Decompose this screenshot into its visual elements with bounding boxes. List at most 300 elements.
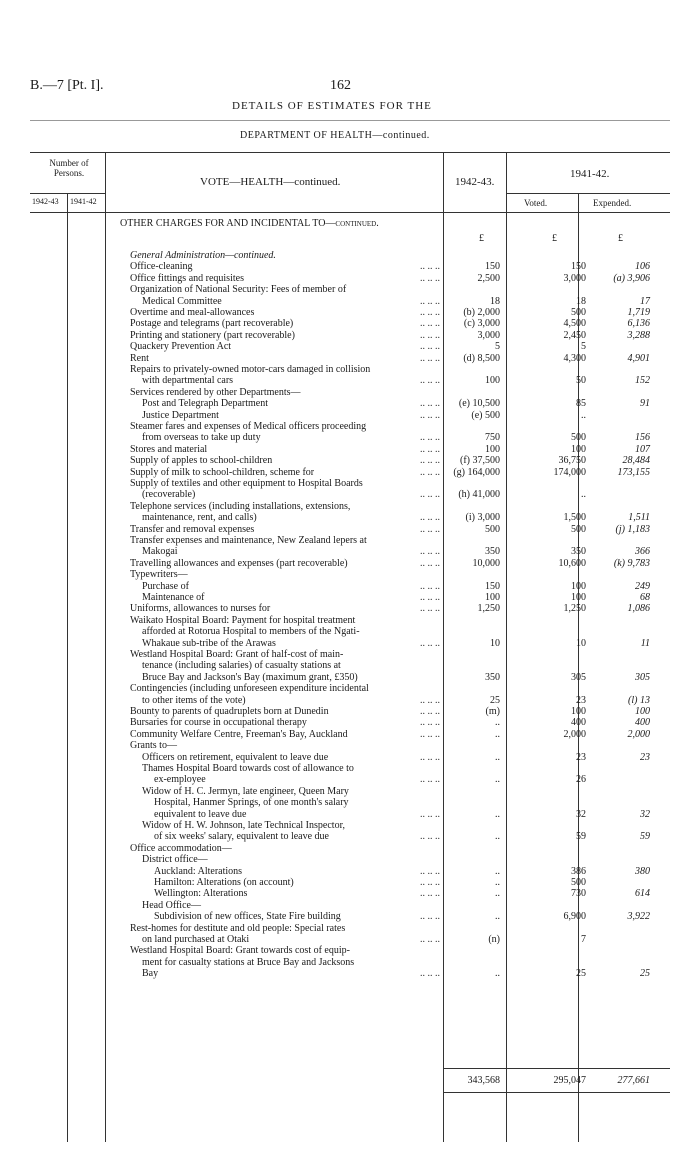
amount-expended: 173,155 — [617, 466, 650, 478]
amount-voted: 59 — [576, 831, 586, 843]
table-row — [0, 250, 700, 261]
amount-voted: 174,000 — [553, 466, 586, 478]
row-description: Office-cleaning — [130, 261, 193, 273]
leader-dots: .. .. .. — [420, 728, 440, 740]
table-row — [0, 968, 700, 979]
table-row — [0, 945, 700, 956]
total-expended: 277,661 — [617, 1075, 650, 1086]
amount-1942-43: (e) 10,500 — [458, 398, 500, 410]
table-row — [0, 524, 700, 535]
amount-voted: 10 — [576, 637, 586, 649]
table-row — [0, 717, 700, 728]
leader-dots: .. .. .. — [420, 911, 440, 923]
amount-1942-43: 150 — [485, 261, 500, 273]
table-row — [0, 364, 700, 375]
leader-dots: .. .. .. — [420, 375, 440, 387]
row-description: with departmental cars — [142, 375, 234, 387]
amount-1942-43: (h) 41,000 — [458, 489, 500, 501]
table-row — [0, 797, 700, 808]
table-row — [0, 296, 700, 307]
row-description: Hamilton: Alterations (on account) — [154, 877, 294, 888]
row-description: Repairs to privately-owned motor-cars damaged in collision — [130, 364, 371, 375]
amount-1942-43: 18 — [490, 295, 500, 307]
table-row — [0, 923, 700, 934]
row-description: Uniforms, allowances to nurses for — [130, 603, 271, 615]
row-description: Overtime and meal-allowances — [130, 307, 255, 318]
row-description: Rent — [130, 352, 149, 364]
table-row — [0, 854, 700, 865]
leader-dots: .. .. .. — [420, 751, 440, 763]
table-row — [0, 695, 700, 706]
amount-voted: 32 — [576, 808, 586, 820]
table-row — [0, 831, 700, 842]
table-row — [0, 672, 700, 683]
amount-voted: 100 — [571, 443, 586, 455]
amount-expended: 156 — [635, 432, 650, 444]
amount-voted: 350 — [571, 546, 586, 558]
leader-dots: .. .. .. — [420, 489, 440, 501]
amount-expended: 2,000 — [627, 728, 650, 740]
amount-1942-43: .. — [495, 911, 500, 923]
table-row — [0, 626, 700, 637]
amount-expended: 305 — [635, 671, 650, 683]
leader-dots: .. .. .. — [420, 865, 440, 877]
totals-rule — [443, 1068, 670, 1069]
table-row — [0, 353, 700, 364]
row-description: ex-employee — [154, 774, 206, 786]
amount-1942-43: 100 — [485, 592, 500, 603]
col-1941-subheader-rule — [506, 193, 670, 194]
leader-dots: .. .. .. — [420, 443, 440, 455]
row-description: Travelling allowances and expenses (part recoverable) — [130, 557, 348, 569]
row-description: Maintenance of — [142, 592, 205, 603]
row-description: Wellington: Alterations — [154, 888, 248, 900]
table-row — [0, 774, 700, 785]
amount-voted: 150 — [571, 261, 586, 273]
totals-bottom-rule — [443, 1092, 670, 1093]
amount-1942-43: .. — [495, 877, 500, 888]
table-row — [0, 398, 700, 409]
row-description: of six weeks' salary, equivalent to leave due — [154, 831, 329, 843]
amount-expended: 3,288 — [627, 329, 650, 341]
table-row — [0, 489, 700, 500]
amount-1942-43: 500 — [485, 523, 500, 535]
page-ref: B.—7 [Pt. I]. — [30, 78, 104, 93]
table-row — [0, 660, 700, 671]
amount-expended: (j) 1,183 — [615, 523, 650, 535]
amount-expended: 1,719 — [627, 307, 650, 318]
amount-voted: 100 — [571, 580, 586, 592]
row-description: Services rendered by other Departments— — [130, 386, 301, 398]
row-description: Post and Telegraph Department — [142, 398, 269, 410]
leader-dots: .. .. .. — [420, 968, 440, 980]
table-row — [0, 683, 700, 694]
leader-dots: .. .. .. — [420, 637, 440, 649]
table-row — [0, 866, 700, 877]
col-1941-header: 1941-42. — [570, 168, 610, 180]
amount-1942-43: (i) 3,000 — [465, 512, 500, 524]
amount-voted: 2,000 — [563, 728, 586, 740]
amount-voted: .. — [581, 409, 586, 421]
row-description: Westland Hospital Board: Grant of half-cost of main- — [130, 649, 344, 660]
amount-voted: 36,750 — [558, 455, 586, 467]
table-row — [0, 375, 700, 386]
leader-dots: .. .. .. — [420, 774, 440, 786]
table-row — [0, 546, 700, 557]
table-row — [0, 603, 700, 614]
table-row — [0, 900, 700, 911]
amount-expended: (l) 13 — [628, 694, 650, 706]
amount-expended: 91 — [640, 398, 650, 410]
amount-1942-43: (d) 8,500 — [463, 352, 500, 364]
amount-voted: 500 — [571, 432, 586, 444]
amount-1942-43: 750 — [485, 432, 500, 444]
row-description: Bounty to parents of quadruplets born at Dunedin — [130, 706, 329, 717]
row-description: Head Office— — [142, 899, 201, 911]
table-row — [0, 638, 700, 649]
amount-voted: 500 — [571, 523, 586, 535]
leader-dots: .. .. .. — [420, 603, 440, 615]
total-1942: 343,568 — [467, 1075, 500, 1086]
table-row — [0, 261, 700, 272]
leader-dots: .. .. .. — [420, 557, 440, 569]
row-description: Medical Committee — [142, 295, 222, 307]
table-row — [0, 888, 700, 899]
row-description: General Administration—continued. — [130, 250, 276, 261]
amount-1942-43: .. — [495, 968, 500, 980]
vote-title: VOTE—HEALTH—continued. — [200, 176, 341, 188]
row-description: Widow of H. W. Johnson, late Technical Inspector, — [142, 820, 345, 831]
row-description: Office fittings and requisites — [130, 272, 244, 284]
amount-expended: 3,922 — [627, 911, 650, 923]
amount-1942-43: (b) 2,000 — [463, 307, 500, 318]
persons-header: Number of Persons. — [49, 158, 89, 178]
section-heading: OTHER CHARGES FOR AND INCIDENTAL TO—continued. — [120, 218, 379, 229]
amount-1942-43: (f) 37,500 — [460, 455, 500, 467]
row-description: Purchase of — [142, 580, 189, 592]
row-description: Steamer fares and expenses of Medical officers proceeding — [130, 421, 367, 432]
table-top-rule — [30, 152, 670, 153]
leader-dots: .. .. .. — [420, 466, 440, 478]
amount-voted: 1,250 — [563, 603, 586, 615]
row-description: Rest-homes for destitute and old people: Special rates — [130, 922, 346, 934]
row-description: Community Welfare Centre, Freeman's Bay, Auckland — [130, 728, 348, 740]
row-description: ment for casualty stations at Bruce Bay and Jacksons — [142, 956, 355, 968]
amount-voted: 7 — [581, 934, 586, 945]
amount-expended: 106 — [635, 261, 650, 273]
amount-1942-43: (c) 3,000 — [463, 318, 500, 330]
amount-expended: 152 — [635, 375, 650, 387]
amount-expended: 1,086 — [627, 603, 650, 615]
row-description: Bruce Bay and Jackson's Bay (maximum grant, £350) — [142, 671, 358, 683]
table-row — [0, 273, 700, 284]
amount-expended: 6,136 — [627, 318, 650, 330]
leader-dots: .. .. .. — [420, 272, 440, 284]
amount-1942-43: (e) 500 — [471, 409, 500, 421]
table-row — [0, 820, 700, 831]
table-row — [0, 318, 700, 329]
row-description: maintenance, rent, and calls) — [142, 512, 257, 524]
amount-voted: 386 — [571, 865, 586, 877]
amount-voted: 305 — [571, 671, 586, 683]
row-description: Subdivision of new offices, State Fire building — [154, 911, 341, 923]
page-subtitle: DEPARTMENT OF HEALTH—continued. — [240, 130, 430, 141]
amount-voted: 4,300 — [563, 352, 586, 364]
amount-1942-43: .. — [495, 717, 500, 729]
amount-1942-43: 100 — [485, 443, 500, 455]
amount-expended: 380 — [635, 865, 650, 877]
leader-dots: .. .. .. — [420, 455, 440, 467]
leader-dots: .. .. .. — [420, 318, 440, 330]
row-description: to other items of the vote) — [142, 694, 246, 706]
table-row — [0, 615, 700, 626]
amount-voted: 50 — [576, 375, 586, 387]
amount-voted: .. — [581, 489, 586, 501]
amount-expended: 1,511 — [628, 512, 650, 524]
page-title: DETAILS OF ESTIMATES FOR THE — [232, 100, 432, 112]
table-row — [0, 581, 700, 592]
table-row — [0, 535, 700, 546]
row-description: Hospital, Hanmer Springs, of one month's salary — [154, 797, 349, 809]
amount-1942-43: 350 — [485, 546, 500, 558]
row-description: from overseas to take up duty — [142, 432, 261, 444]
leader-dots: .. .. .. — [420, 432, 440, 444]
row-description: (recoverable) — [142, 489, 196, 501]
amount-expended: 59 — [640, 831, 650, 843]
amount-1942-43: (g) 164,000 — [453, 466, 500, 478]
leader-dots: .. .. .. — [420, 546, 440, 558]
row-description: Transfer and removal expenses — [130, 523, 255, 535]
col-voted-header: Voted. — [524, 198, 548, 208]
header-rule — [30, 120, 670, 121]
table-row — [0, 307, 700, 318]
amount-1942-43: .. — [495, 751, 500, 763]
table-row — [0, 387, 700, 398]
row-description: Supply of textiles and other equipment to Hospital Boards — [130, 478, 363, 489]
leader-dots: .. .. .. — [420, 717, 440, 729]
leader-dots: .. .. .. — [420, 512, 440, 524]
amount-voted: 100 — [571, 706, 586, 717]
table-row — [0, 478, 700, 489]
row-description: Postage and telegrams (part recoverable) — [130, 318, 294, 330]
leader-dots: .. .. .. — [420, 580, 440, 592]
amount-voted: 26 — [576, 774, 586, 786]
row-description: Justice Department — [142, 409, 219, 421]
table-row — [0, 957, 700, 968]
amount-voted: 1,500 — [563, 512, 586, 524]
table-row — [0, 786, 700, 797]
table-row — [0, 432, 700, 443]
row-description: equivalent to leave due — [154, 808, 247, 820]
row-description: Contingencies (including unforeseen expenditure incidental — [130, 683, 369, 695]
amount-1942-43: .. — [495, 728, 500, 740]
row-description: Whakaue sub-tribe of the Arawas — [142, 637, 276, 649]
table-row — [0, 467, 700, 478]
row-description: Officers on retirement, equivalent to leave due — [142, 751, 329, 763]
amount-expended: 11 — [640, 637, 650, 649]
leader-dots: .. .. .. — [420, 877, 440, 888]
table-row — [0, 706, 700, 717]
amount-1942-43: 100 — [485, 375, 500, 387]
amount-1942-43: .. — [495, 865, 500, 877]
table-row — [0, 284, 700, 295]
leader-dots: .. .. .. — [420, 341, 440, 353]
table-row — [0, 843, 700, 854]
amount-1942-43: 2,500 — [477, 272, 500, 284]
amount-voted: 25 — [576, 968, 586, 980]
row-description: Auckland: Alterations — [154, 865, 243, 877]
table-row — [0, 911, 700, 922]
col-1942-header: 1942-43. — [455, 176, 495, 188]
row-description: Widow of H. C. Jermyn, late engineer, Queen Mary — [142, 785, 349, 797]
table-row — [0, 341, 700, 352]
amount-1942-43: 3,000 — [477, 329, 500, 341]
table-row — [0, 934, 700, 945]
amount-1942-43: 150 — [485, 580, 500, 592]
row-description: Stores and material — [130, 443, 208, 455]
amount-1942-43: 5 — [495, 341, 500, 353]
table-row — [0, 729, 700, 740]
amount-expended: 614 — [635, 888, 650, 900]
leader-dots: .. .. .. — [420, 831, 440, 843]
amount-voted: 10,600 — [558, 557, 586, 569]
amount-expended: 107 — [635, 443, 650, 455]
amount-1942-43: (n) — [488, 934, 500, 945]
leader-dots: .. .. .. — [420, 307, 440, 318]
amount-expended: 17 — [640, 295, 650, 307]
leader-dots: .. .. .. — [420, 398, 440, 410]
amount-voted: 400 — [571, 717, 586, 729]
amount-expended: 32 — [640, 808, 650, 820]
row-description: Transfer expenses and maintenance, New Zealand lepers at — [130, 535, 367, 546]
table-row — [0, 649, 700, 660]
amount-1942-43: .. — [495, 774, 500, 786]
row-description: District office— — [142, 854, 208, 866]
row-description: Bay — [142, 968, 159, 980]
amount-voted: 85 — [576, 398, 586, 410]
amount-1942-43: .. — [495, 831, 500, 843]
leader-dots: .. .. .. — [420, 694, 440, 706]
leader-dots: .. .. .. — [420, 295, 440, 307]
row-description: Bursaries for course in occupational therapy — [130, 717, 307, 729]
leader-dots: .. .. .. — [420, 592, 440, 603]
table-row — [0, 877, 700, 888]
row-description: Grants to— — [130, 740, 177, 752]
amount-voted: 5 — [581, 341, 586, 353]
row-description: Telephone services (including installations, extensions, — [130, 500, 351, 512]
amount-expended: (k) 9,783 — [613, 557, 650, 569]
table-row — [0, 592, 700, 603]
col-expended-header: Expended. — [593, 198, 632, 208]
amount-expended: 400 — [635, 717, 650, 729]
amount-1942-43: 350 — [485, 671, 500, 683]
amount-expended: 249 — [635, 580, 650, 592]
row-description: Office accommodation— — [130, 842, 232, 854]
row-description: Makogai — [142, 546, 178, 558]
row-description: tenance (including salaries) of casualty stations at — [142, 660, 341, 672]
amount-voted: 500 — [571, 877, 586, 888]
table-row — [0, 740, 700, 751]
amount-1942-43: 10 — [490, 637, 500, 649]
amount-voted: 18 — [576, 295, 586, 307]
row-description: on land purchased at Otaki — [142, 934, 250, 945]
row-description: Supply of milk to school-children, scheme for — [130, 466, 315, 478]
table-row — [0, 512, 700, 523]
amount-expended: 366 — [635, 546, 650, 558]
persons-year-1941: 1941-42 — [70, 197, 97, 206]
leader-dots: .. .. .. — [420, 261, 440, 273]
table-row — [0, 809, 700, 820]
amount-voted: 730 — [571, 888, 586, 900]
table-row — [0, 752, 700, 763]
amount-1942-43: .. — [495, 808, 500, 820]
row-description: Organization of National Security: Fees of member of — [130, 284, 347, 296]
amount-expended: 28,484 — [622, 455, 650, 467]
amount-voted: 100 — [571, 592, 586, 603]
amount-expended: 25 — [640, 968, 650, 980]
table-row — [0, 455, 700, 466]
leader-dots: .. .. .. — [420, 352, 440, 364]
table-row — [0, 763, 700, 774]
table-row — [0, 444, 700, 455]
table-row — [0, 501, 700, 512]
amount-expended: 4,901 — [627, 352, 650, 364]
leader-dots: .. .. .. — [420, 934, 440, 945]
row-description: Thames Hospital Board towards cost of allowance to — [142, 763, 354, 774]
amount-voted: 2,450 — [563, 329, 586, 341]
table-row — [0, 330, 700, 341]
table-row — [0, 421, 700, 432]
row-description: Waikato Hospital Board: Payment for hospital treatment — [130, 614, 356, 626]
row-description: Supply of apples to school-children — [130, 455, 273, 467]
leader-dots: .. .. .. — [420, 409, 440, 421]
amount-1942-43: 25 — [490, 694, 500, 706]
row-description: Westland Hospital Board: Grant towards cost of equip- — [130, 945, 350, 957]
pound-sign-1942: £ — [479, 233, 484, 244]
leader-dots: .. .. .. — [420, 329, 440, 341]
leader-dots: .. .. .. — [420, 808, 440, 820]
amount-expended: 100 — [635, 706, 650, 717]
table-row — [0, 410, 700, 421]
amount-voted: 6,900 — [563, 911, 586, 923]
amount-voted: 500 — [571, 307, 586, 318]
amount-voted: 3,000 — [563, 272, 586, 284]
leader-dots: .. .. .. — [420, 706, 440, 717]
amount-1942-43: 10,000 — [472, 557, 500, 569]
amount-1942-43: 1,250 — [477, 603, 500, 615]
header-bottom-rule — [30, 212, 670, 213]
pound-sign-expended: £ — [618, 233, 623, 244]
persons-year-1942: 1942-43 — [32, 197, 59, 206]
amount-voted: 23 — [576, 751, 586, 763]
table-row — [0, 558, 700, 569]
amount-1942-43: .. — [495, 888, 500, 900]
row-description: afforded at Rotorua Hospital to members of the Ngati- — [142, 626, 360, 638]
amount-1942-43: (m) — [485, 706, 500, 717]
leader-dots: .. .. .. — [420, 888, 440, 900]
amount-voted: 23 — [576, 694, 586, 706]
row-description: Typewriters— — [130, 569, 188, 581]
amount-voted: 4,500 — [563, 318, 586, 330]
amount-expended: 68 — [640, 592, 650, 603]
page-number: 162 — [330, 78, 351, 93]
amount-expended: 23 — [640, 751, 650, 763]
row-description: Printing and stationery (part recoverable) — [130, 329, 295, 341]
row-description: Quackery Prevention Act — [130, 341, 232, 353]
leader-dots: .. .. .. — [420, 523, 440, 535]
pound-sign-voted: £ — [552, 233, 557, 244]
table-row — [0, 569, 700, 580]
